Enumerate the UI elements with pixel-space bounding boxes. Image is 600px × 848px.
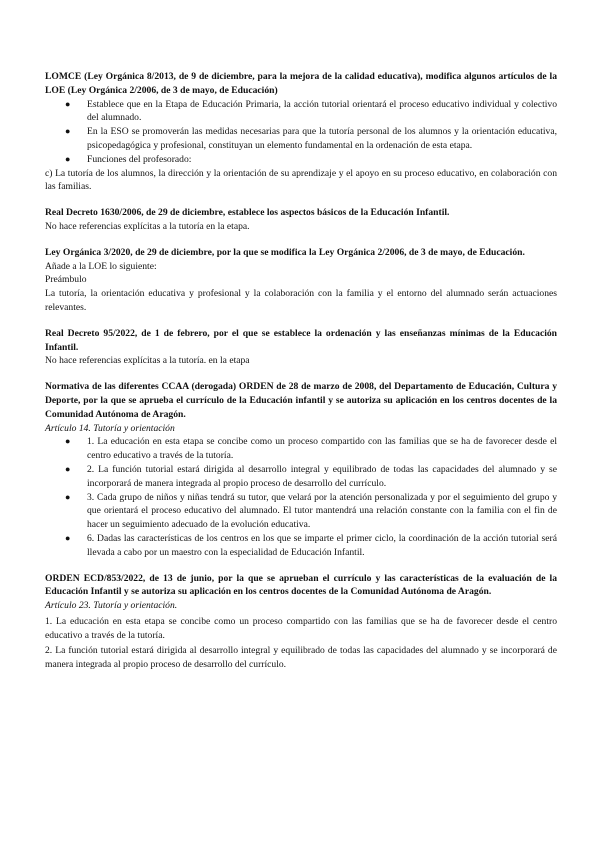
body-text: 1. La educación en esta etapa se concibe como un proceso compartido con las familias que se ha de favorecer desde el centro educativo a través de la tutoría. [45,615,557,641]
list-item: ● 2. La función tutorial estará dirigida al desarrollo integral y equilibrado de todas las capacidades del alumnado y se incorporará de manera integrada al propio proceso de desarrollo del currículo. [65,463,557,489]
list-item: ● 3. Cada grupo de niños y niñas tendrá su tutor, que velará por la atención personalizada y por el seguimiento del grupo y que orientará el proceso educativo del alumnado. El tutor mantendrá una relación constante con la familia con el fin de hacer un seguimiento adecuado de la evolución educativa. [65,491,557,531]
bullet-icon: ● [65,463,71,474]
body-text: Añade a la LOE lo siguiente: [45,260,157,272]
body-text: Preámbulo [45,274,87,286]
bullet-icon: ● [65,532,71,543]
body-text: No hace referencias explícitas a la tutoría en la etapa. [45,220,250,232]
list-item: ● 1. La educación en esta etapa se concibe como un proceso compartido con las familias que se ha de favorecer desde el centro educativo a través de la tutoría. [65,436,557,462]
list-item: ● Establece que en la Etapa de Educación Primaria, la acción tutorial orientará el proceso educativo individual y colectivo del alumnado. [65,98,557,124]
section-heading: Normativa de las diferentes CCAA (derogada) ORDEN de 28 de marzo de 2008, del Departamento de Educación, Cultura y Deporte, por la que se aprueba el currículo de la Educación infantil y se autoriza su aplicación en los centros docentes de la Comunidad Autónoma de Aragón. [45,381,557,420]
bullet-icon: ● [65,153,71,164]
section-rd95 [45,327,557,368]
bullet-icon: ● [65,436,71,447]
section-heading: Real Decreto 1630/2006, de 29 de diciembre, establece los aspectos básicos de la Educación Infantil. [45,207,450,219]
list-item: ● Funciones del profesorado: [65,153,192,165]
body-text: No hace referencias explícitas a la tutoría. en la etapa [45,355,250,367]
article-title: Artículo 14. Tutoría y orientación [45,422,175,434]
list-item: ● En la ESO se promoverán las medidas necesarias para que la tutoría personal de los alumnos y la orientación educativa, psicopedagógica y profesional, constituyan un elemento fundamental en la ordenación de esta etapa. [65,126,557,151]
body-text: c) La tutoría de los alumnos, la dirección y la orientación de su aprendizaje y el apoyo en su proceso educativo, en colaboración con las familias. [45,167,557,193]
section-heading: Real Decreto 95/2022, de 1 de febrero, por el que se establece la ordenación y las enseñanzas mínimas de la Educación Infantil. [45,327,557,353]
section-heading: ORDEN ECD/853/2022, de 13 de junio, por la que se aprueban el currículo y las características de la evaluación de la Educación Infantil y se autoriza su aplicación en los centros docentes de la Comunidad Autónoma de Aragón. [45,572,557,598]
section-orden-2022 [45,572,557,673]
section-rd1630 [45,206,557,234]
bullet-icon: ● [65,126,71,137]
bullet-icon: ● [65,98,71,109]
section-heading: Ley Orgánica 3/2020, de 29 de diciembre, por la que se modifica la Ley Orgánica 2/2006, de 3 de mayo, de Educación. [45,246,525,258]
list-item: ● 6. Dadas las características de los centros en los que se imparte el primer ciclo, la coordinación de la acción tutorial será llevada a cabo por un maestro con la especialidad de Educación Infantil. [65,532,557,558]
section-lomce [45,70,557,194]
bullet-list [45,98,557,167]
bullet-icon: ● [65,491,71,502]
section-lomloe [45,246,557,315]
body-text: 2. La función tutorial estará dirigida al desarrollo integral y equilibrado de todas las capacidades del alumnado y se incorporará de manera integrada al propio proceso de desarrollo del currículo. [45,645,557,671]
bullet-list [45,435,557,559]
document-page [45,70,557,684]
section-orden-2008 [45,380,557,559]
article-title: Artículo 23. Tutoría y orientación. [45,600,178,612]
section-heading: LOMCE (Ley Orgánica 8/2013, de 9 de diciembre, para la mejora de la calidad educativa), modifica algunos artículos de la LOE (Ley Orgánica 2/2006, de 3 de mayo, de Educación) [45,71,557,96]
body-text: La tutoría, la orientación educativa y profesional y la colaboración con la familia y el entorno del alumnado serán actuaciones relevantes. [45,288,557,313]
